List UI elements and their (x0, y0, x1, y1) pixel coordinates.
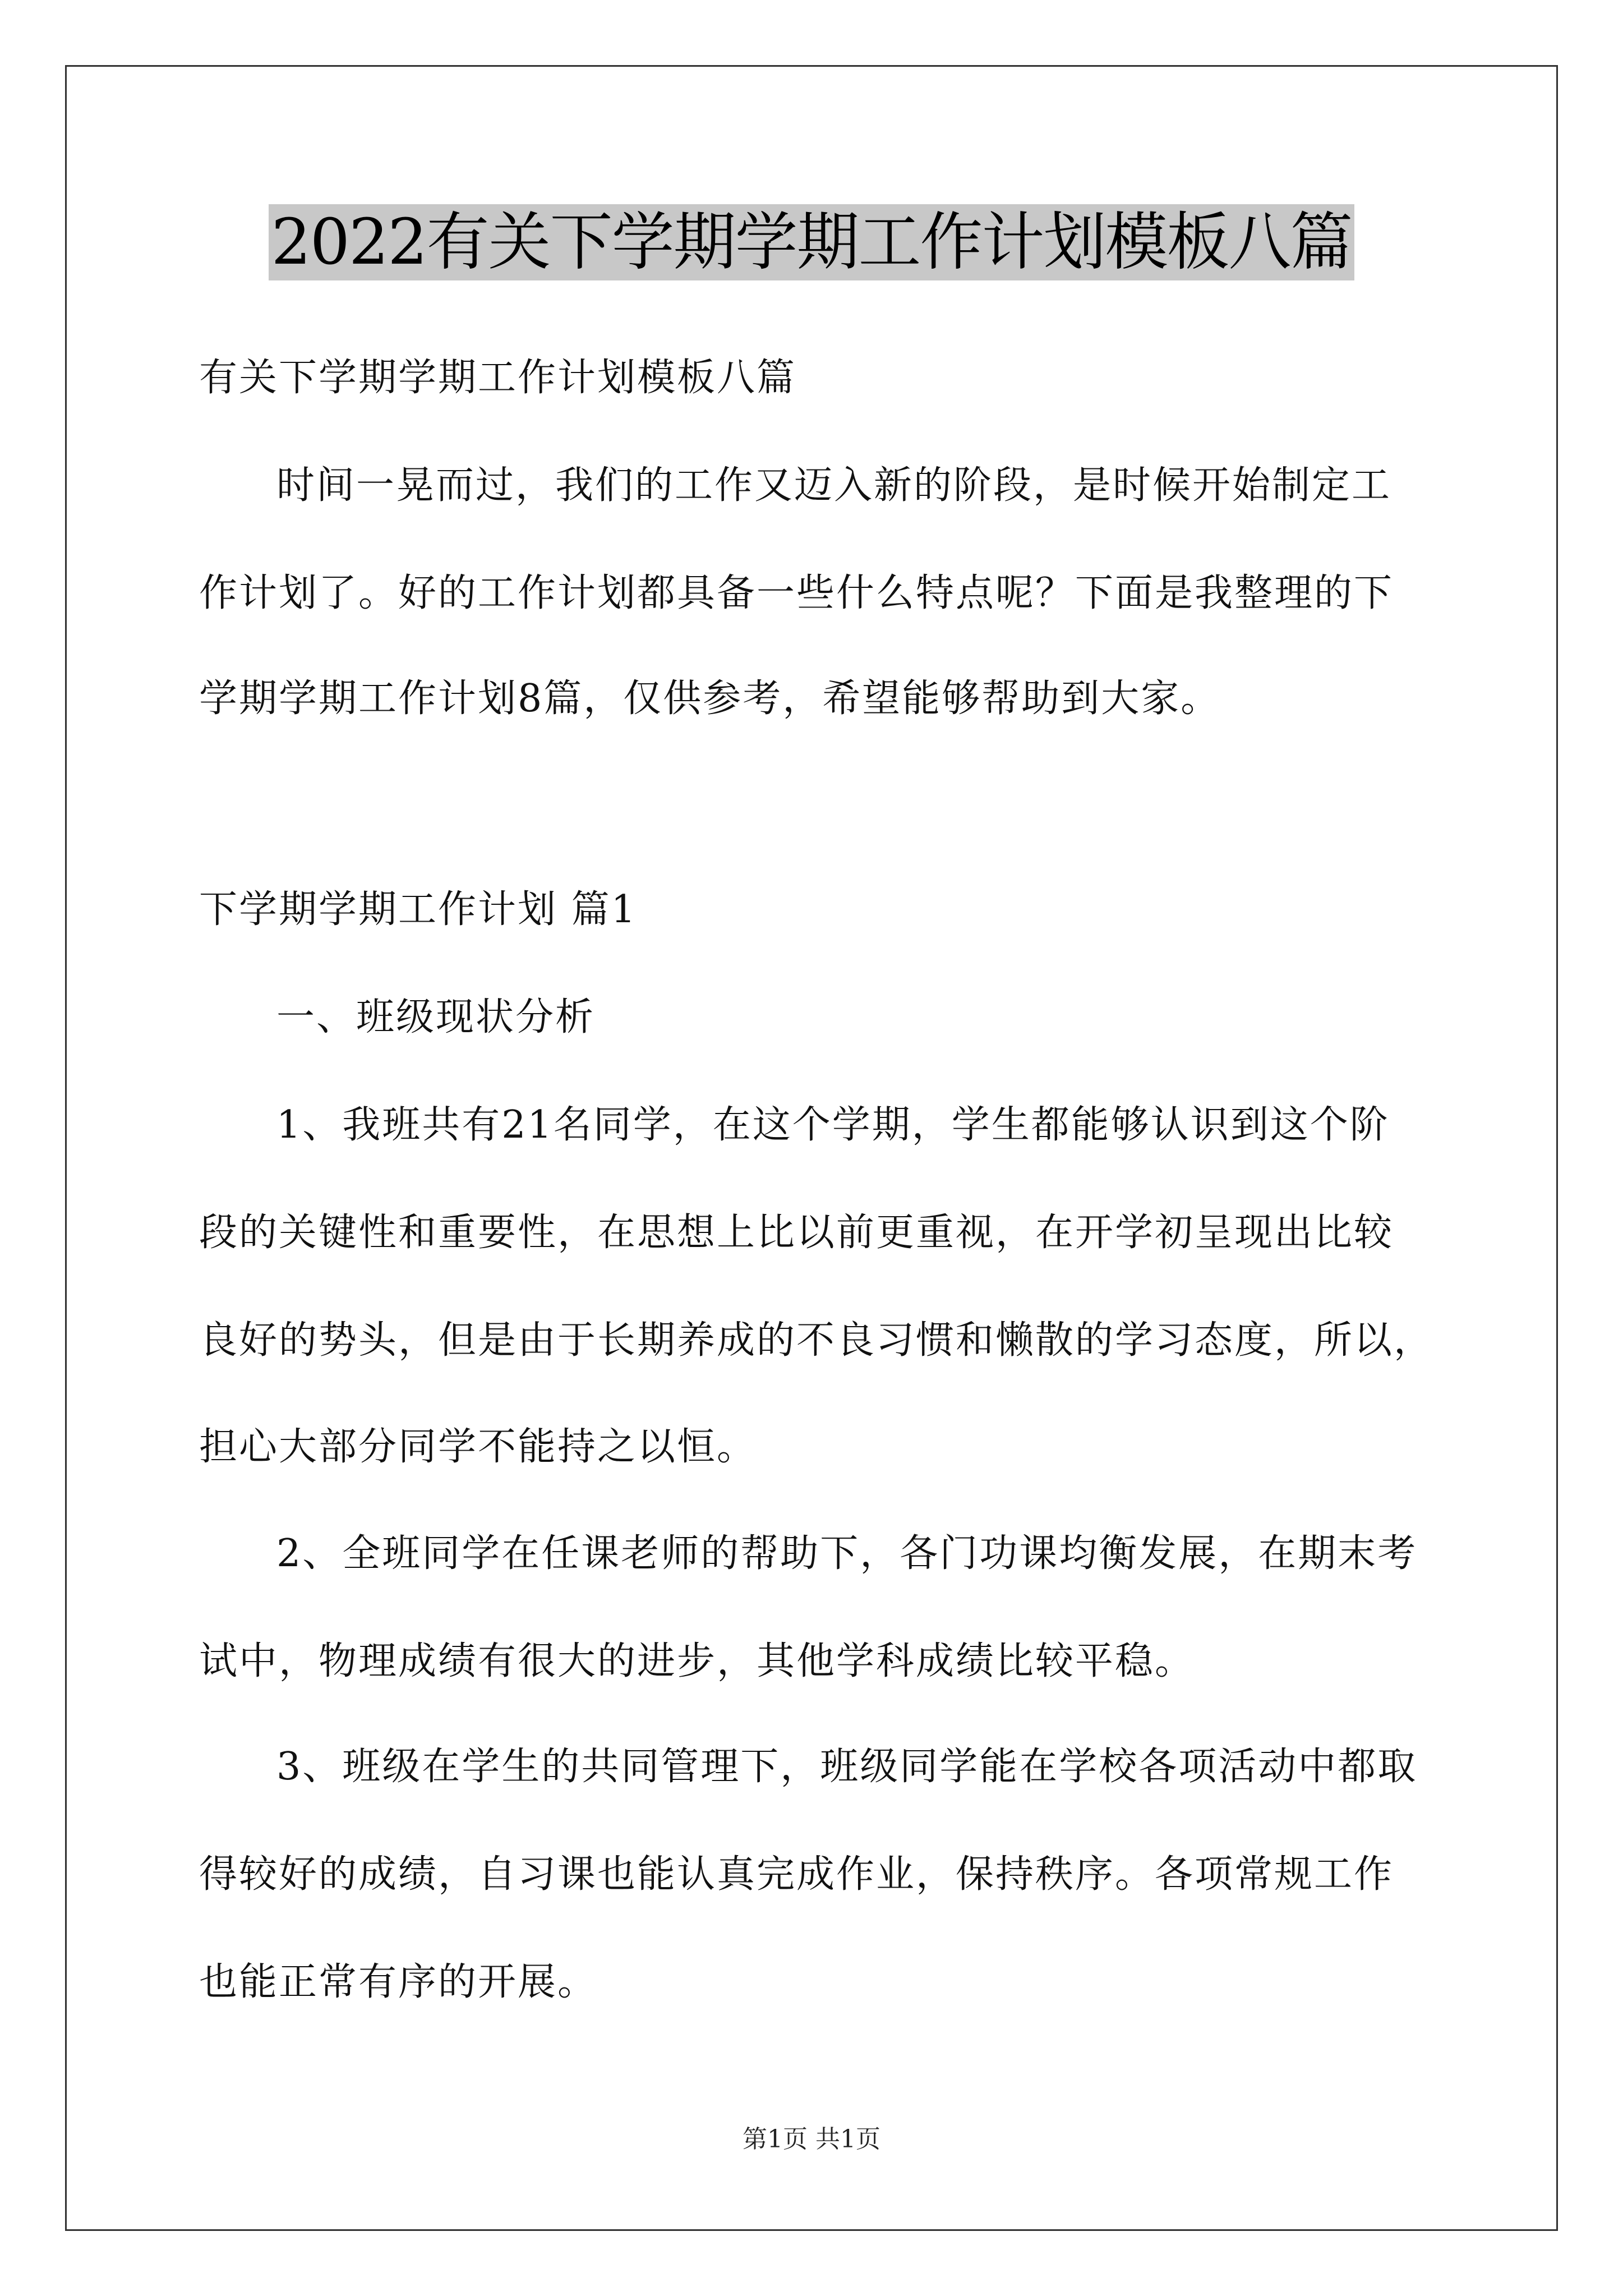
document-subtitle: 有关下学期学期工作计划模板八篇 (199, 356, 797, 400)
para3-line-3: 也能正常有序的开展。 (199, 1960, 598, 2004)
para1-line-1: 1、我班共有21名同学，在这个学期，学生都能够认识到这个阶 (276, 1103, 1390, 1147)
intro-line-2: 作计划了。好的工作计划都具备一些什么特点呢？下面是我整理的下 (199, 571, 1394, 615)
intro-line-3: 学期学期工作计划8篇，仅供参考，希望能够帮助到大家。 (199, 677, 1221, 721)
title-container (0, 204, 1623, 280)
para3-line-1: 3、班级在学生的共同管理下，班级同学能在学校各项活动中都取 (276, 1745, 1418, 1789)
para2-line-2: 试中，物理成绩有很大的进步，其他学科成绩比较平稳。 (199, 1639, 1195, 1683)
para2-line-1: 2、全班同学在任课老师的帮助下，各门功课均衡发展，在期末考 (276, 1531, 1418, 1576)
para1-line-2: 段的关键性和重要性，在思想上比以前更重视，在开学初呈现出比较 (199, 1211, 1394, 1255)
para1-line-3: 良好的势头，但是由于长期养成的不良习惯和懒散的学习态度，所以， (199, 1318, 1434, 1363)
para1-line-4: 担心大部分同学不能持之以恒。 (199, 1425, 757, 1469)
intro-line-1: 时间一晃而过，我们的工作又迈入新的阶段，是时候开始制定工 (276, 463, 1392, 508)
para3-line-2: 得较好的成绩，自习课也能认真完成作业，保持秩序。各项常规工作 (199, 1852, 1394, 1897)
page-number: 第1页 共1页 (743, 2125, 880, 2154)
document-title: 2022有关下学期学期工作计划模板八篇 (269, 204, 1354, 280)
section-subheading: 一、班级现状分析 (276, 995, 596, 1039)
section-heading: 下学期学期工作计划 篇1 (199, 887, 637, 932)
